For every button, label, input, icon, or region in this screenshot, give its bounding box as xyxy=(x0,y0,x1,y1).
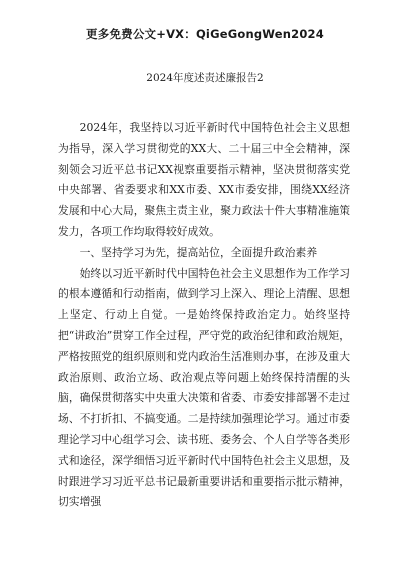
watermark-header: 更多免费公文+VX：QiGeGongWen2024 xyxy=(86,27,324,41)
section-heading-1: 一、坚持学习为先，提高站位，全面提升政治素养 xyxy=(79,245,318,259)
document-title: 2024年度述责述廉报告2 xyxy=(146,72,264,84)
paragraph-section-1: 始终以习近平新时代中国特色社会主义思想作为工作学习的根本遵循和行动指南，做到学习上深入、理论上清醒、思想上坚定、行动上自觉。一是始终保持政治定力。始终坚持把“讲政治”贯穿工作全过程，严守党的政治纪律和政治规矩，严格按照党的组织原则和党内政治生活准则办事，在涉及重大政治原则、政治立场、政治观点等问题上始终保持清醒的头脑，确保贯彻落实中央重大决策和省委、市委安排部署不走过场、不打折扣、不搞变通。二是持续加强理论学习。通过市委理论学习中心组学习会、读书班、委务会、个人自学等各类形式和途径，深学细悟习近平新时代中国特色社会主义思想，及时跟进学习习近平总书记最新重要讲话和重要指示批示精神，切实增强 xyxy=(58,266,350,509)
paragraph-intro: 2024年，我坚持以习近平新时代中国特色社会主义思想为指导，深入学习贯彻党的XX大、二十届三中全会精神，深刻领会习近平总书记XX视察重要指示精神，坚决贯彻落实党中央部署、省委要求和XX市委、XX市委安排，围绕XX经济发展和中心大局，聚焦主责主业，聚力政法十件大事精准施策发力，各项工作均取得较好成效。 xyxy=(58,121,350,238)
document-body xyxy=(58,118,350,513)
